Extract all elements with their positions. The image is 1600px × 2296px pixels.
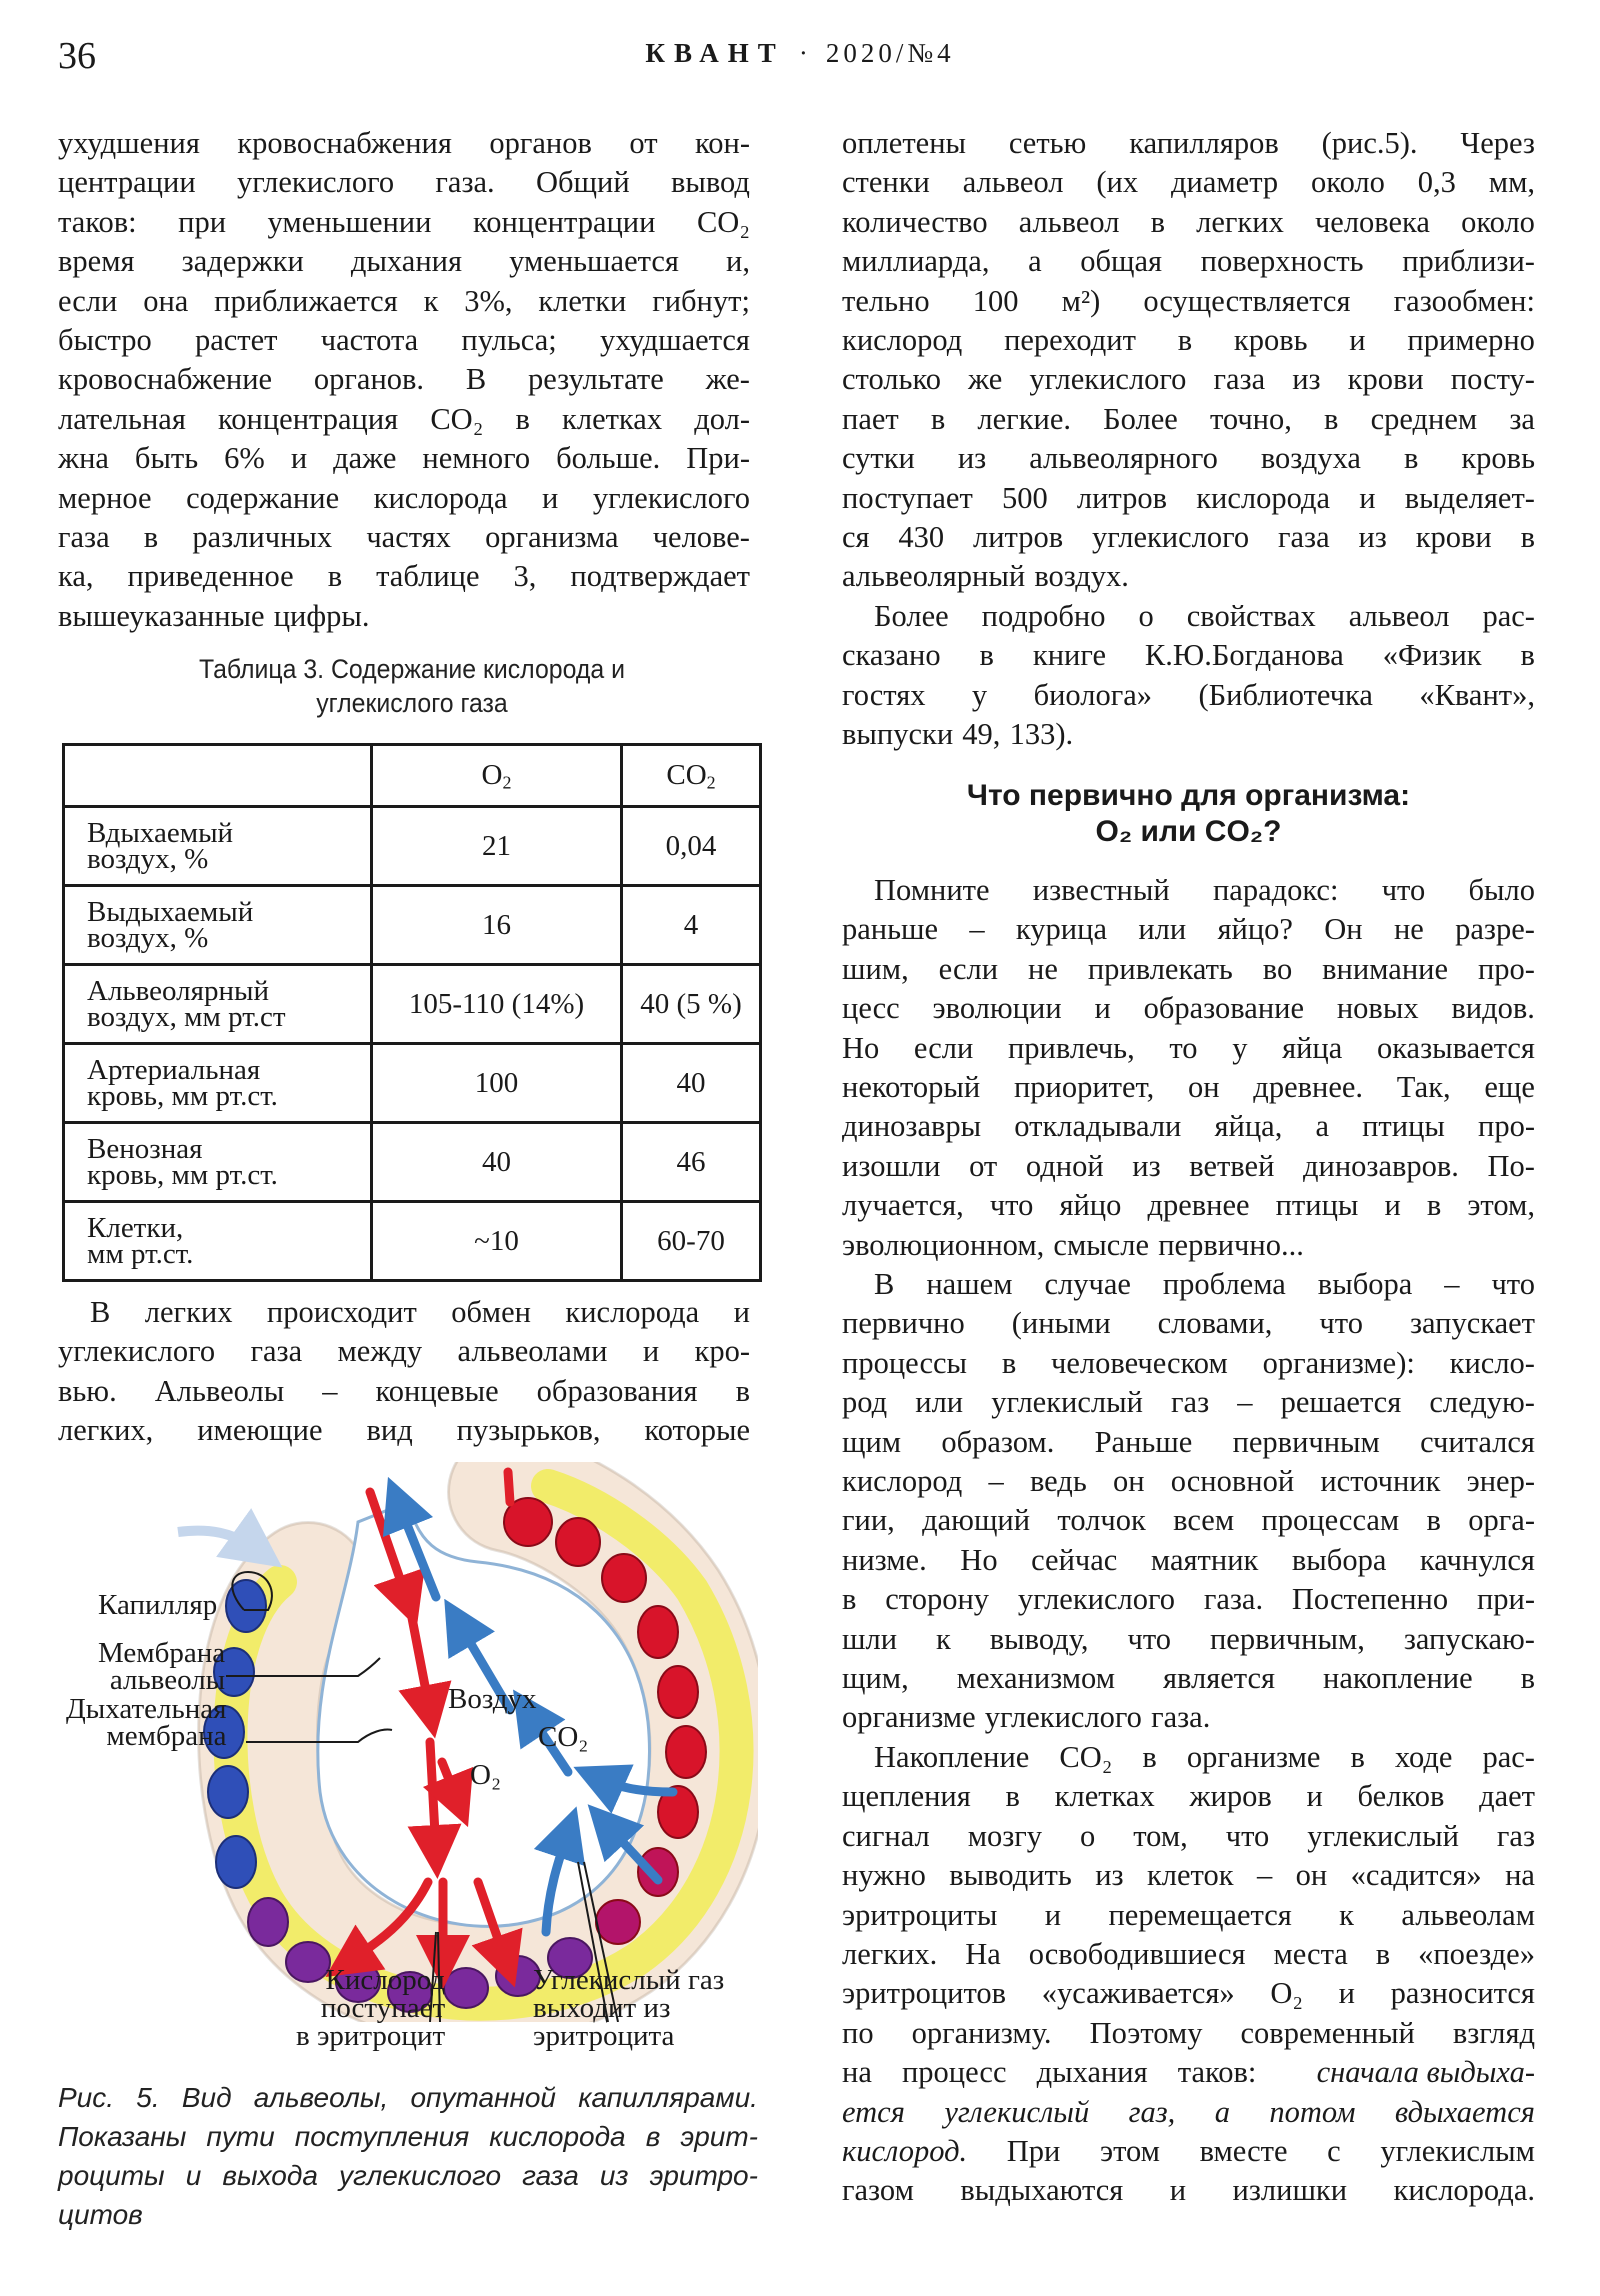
- label-line: в эритроцит: [296, 2020, 446, 2052]
- label-o2: O₂: [470, 1759, 502, 1791]
- text-line: В легких происходит обмен кислорода и: [90, 1295, 750, 1329]
- label-line: поступает: [320, 1992, 446, 2024]
- running-header: [0, 36, 1600, 70]
- text-line: щим образом. Раньше первичным считался: [842, 1424, 1535, 1459]
- text-line: щим, механизмом является накопление в: [842, 1660, 1535, 1695]
- table-caption: [90, 652, 734, 720]
- row-label: Альвеолярный воздух, мм рт.ст: [64, 965, 372, 1044]
- figure-caption: [58, 2078, 758, 2234]
- label-line: мембрана: [106, 1720, 227, 1752]
- o2-value: 16: [372, 886, 622, 965]
- text-line: эритроцитов «усаживается» O₂ и разносится: [842, 1976, 1535, 2011]
- label-line: Дыхательная: [66, 1693, 227, 1725]
- label-alveolus-membrane: [98, 1637, 226, 1696]
- text-line: легких. На освободившиеся места в «поезде»: [842, 1936, 1535, 1971]
- table-caption-line: углекислого газа: [316, 688, 508, 718]
- text-line: на процесс дыхания таков: сначала выдыха-: [842, 2053, 1535, 2092]
- text-line: время задержки дыхания уменьшается и,: [58, 244, 750, 279]
- issue-number: 2020/№4: [825, 38, 955, 68]
- text-line: по организму. Поэтому современный взгляд: [842, 2015, 1535, 2050]
- o2-value: 40: [372, 1123, 622, 1202]
- text-line: газа в различных частях организма челове-: [58, 519, 750, 554]
- alveolus-figure: [58, 1462, 758, 2052]
- caption-line: роциты и выхода углекислого газа из эритро-: [58, 2160, 758, 2191]
- emphasis-text: сначала выдыха-: [1316, 2055, 1535, 2090]
- text-line: гии, дающий толчок всем процессам в орга-: [842, 1503, 1535, 1538]
- table-row: [64, 886, 761, 965]
- text-line: низме. Но сейчас маятник выбора качнулся: [842, 1542, 1535, 1577]
- text-line: кислород – ведь он основной источник энер-: [842, 1463, 1535, 1498]
- table-row: [64, 807, 761, 886]
- table-row: [64, 1123, 761, 1202]
- o2-value: ~10: [372, 1202, 622, 1281]
- text-line: стенки альвеол (их диаметр около 0,3 мм,: [842, 165, 1535, 200]
- text-line: таков: при уменьшении концентрации CO₂: [58, 204, 750, 239]
- text-line: в сторону углекислого газа. Постепенно при-: [842, 1582, 1535, 1617]
- table-caption-line: Таблица 3. Содержание кислорода и: [199, 654, 625, 684]
- text-line: мерное содержание кислорода и углекислого: [58, 480, 750, 515]
- row-label: Вдыхаемый воздух, %: [64, 807, 372, 886]
- text-line: ка, приведенное в таблице 3, подтверждает: [58, 559, 750, 594]
- text-line: кислород переходит в кровь и примерно: [842, 322, 1535, 357]
- text-line: кровоснабжение органов. В результате же-: [58, 362, 750, 397]
- section-heading-line-2: O₂ или CO₂?: [1095, 815, 1282, 848]
- co2-value: 46: [622, 1123, 761, 1202]
- text-line: выпуски 49, 133).: [842, 717, 1074, 752]
- magazine-name: КВАНТ: [645, 38, 785, 68]
- text-line: газом выдыхаются и излишки кислорода.: [842, 2173, 1535, 2208]
- text-line: организме углекислого газа.: [842, 1700, 1211, 1735]
- left-paragraph-1: [58, 124, 750, 636]
- text-line: нужно выводить из клеток – он «садится» на: [842, 1858, 1535, 1893]
- gas-content-table: [62, 743, 762, 1282]
- o2-value: 100: [372, 1044, 622, 1123]
- table-header-co2: $CO_2$: [622, 745, 761, 807]
- text-line: ется углекислый газ, а потом вдыхается: [842, 2094, 1535, 2129]
- text-line: ухудшения кровоснабжения органов от кон-: [58, 126, 750, 160]
- label-co2: CO₂: [538, 1721, 589, 1753]
- text-line: шим, если не привлекать во внимание про-: [842, 951, 1535, 986]
- label-line: Кислород: [325, 1964, 446, 1996]
- text-line: вышеуказанные цифры.: [58, 598, 370, 633]
- row-label: Клетки, мм рт.ст.: [64, 1202, 372, 1281]
- label-line: выходит из: [533, 1992, 671, 2024]
- text-line: В нашем случае проблема выбора – что: [874, 1267, 1535, 1301]
- text-line: динозавры откладывали яйца, а птицы про-: [842, 1109, 1535, 1144]
- co2-value: 0,04: [622, 807, 761, 886]
- label-line: Мембрана: [98, 1637, 226, 1669]
- label-capillary: Капилляр: [98, 1589, 218, 1621]
- text-line: некоторый приоритет, он древнее. Так, еще: [842, 1069, 1535, 1104]
- header-separator: ·: [798, 38, 812, 68]
- section-heading: [842, 778, 1535, 850]
- text-line: Накопление CO₂ в организме в ходе рас-: [874, 1740, 1535, 1774]
- row-label: Выдыхаемый воздух, %: [64, 886, 372, 965]
- co2-value: 40: [622, 1044, 761, 1123]
- text-line: жна быть 6% и даже немного больше. При-: [58, 441, 750, 476]
- table-header-o2: $O_2$: [372, 745, 622, 807]
- text-line: Помните известный парадокс: что было: [874, 873, 1535, 907]
- text-line: шли к выводу, что первичным, запускаю-: [842, 1621, 1535, 1656]
- caption-line: Показаны пути поступления кислорода в эрит-: [58, 2121, 758, 2152]
- text-line: миллиарда, а общая поверхность приблизи-: [842, 244, 1535, 279]
- text-line: раньше – курица или яйцо? Он не разре-: [842, 912, 1535, 947]
- label-oxygen-enters: [296, 1966, 445, 2050]
- right-paragraph-5: [842, 1738, 1535, 2211]
- co2-value: 4: [622, 886, 761, 965]
- label-line: альвеолы: [109, 1664, 226, 1696]
- text-line: первично (иными словами, что запускает: [842, 1306, 1535, 1341]
- label-line: Углекислый газ: [533, 1964, 725, 1996]
- text-line: сигнал мозгу о том, что углекислый газ: [842, 1818, 1535, 1853]
- text-line: сказано в книге К.Ю.Богданова «Физик в: [842, 638, 1535, 673]
- row-label: Венозная кровь, мм рт.ст.: [64, 1123, 372, 1202]
- text-line: кислород. При этом вместе с углекислым: [842, 2133, 1535, 2168]
- caption-line: Рис. 5. Вид альвеолы, опутанной капиллярами.: [58, 2082, 758, 2113]
- text-line: эритроциты и перемещается к альвеолам: [842, 1897, 1535, 1932]
- table-row: [64, 1044, 761, 1123]
- label-air: Воздух: [448, 1683, 537, 1715]
- text-line: изошли от одной из ветвей динозавров. По-: [842, 1148, 1535, 1183]
- text-line: эволюционном, смысле первично...: [842, 1227, 1304, 1262]
- table-row: [64, 1202, 761, 1281]
- text-line: столько же углекислого газа из крови посту-: [842, 362, 1535, 397]
- table-row: [64, 965, 761, 1044]
- section-heading-line-1: Что первично для организма:: [966, 779, 1411, 812]
- text-line: легких, имеющие вид пузырьков, которые: [58, 1413, 750, 1448]
- text-line: цесс эволюции и образование новых видов.: [842, 991, 1535, 1026]
- caption-line: цитов: [58, 2199, 143, 2230]
- text-line: если она приближается к 3%, клетки гибнут;: [58, 283, 750, 318]
- label-co2-exits: [533, 1966, 724, 2050]
- co2-value: 60-70: [622, 1202, 761, 1281]
- text-line: ся 430 литров углекислого газа из крови в: [842, 519, 1535, 554]
- text-line: пает в легкие. Более точно, в среднем за: [842, 401, 1535, 436]
- text-line: альвеолярный воздух.: [842, 559, 1129, 594]
- table-header-row: [64, 745, 761, 807]
- table-header-empty: [64, 745, 372, 807]
- page-number: 36: [58, 35, 96, 77]
- right-paragraph-1: [842, 124, 1535, 597]
- text-line: Но если привлечь, то у яйца оказывается: [842, 1030, 1535, 1065]
- right-paragraph-4: [842, 1265, 1535, 1738]
- text-line: род или углекислый газ – решается следую-: [842, 1385, 1535, 1420]
- text-line: поступает 500 литров кислорода и выделяет-: [842, 480, 1535, 515]
- label-respiratory-membrane: [66, 1693, 227, 1752]
- text-line: вью. Альвеолы – концевые образования в: [58, 1373, 750, 1408]
- text-line: гостях у биолога» (Библиотечка «Квант»,: [842, 677, 1535, 712]
- text-line: лучается, что яйцо древнее птицы и в этом,: [842, 1188, 1535, 1223]
- text-line: лательная концентрация CO₂ в клетках дол-: [58, 401, 750, 436]
- right-paragraph-3: [842, 871, 1535, 1265]
- text-line: углекислого газа между альвеолами и кро-: [58, 1334, 750, 1369]
- text-line: Более подробно о свойствах альвеол рас-: [874, 599, 1535, 633]
- text-line: центрации углекислого газа. Общий вывод: [58, 165, 750, 200]
- text-line: оплетены сетью капилляров (рис.5). Через: [842, 126, 1535, 160]
- text-line: тельно 100 м²) осуществляется газообмен:: [842, 283, 1535, 318]
- text-line: сутки из альвеолярного воздуха в кровь: [842, 441, 1535, 476]
- row-label: Артериальная кровь, мм рт.ст.: [64, 1044, 372, 1123]
- text-line: количество альвеол в легких человека около: [842, 204, 1535, 239]
- label-line: эритроцита: [533, 2020, 675, 2052]
- right-paragraph-2: [842, 597, 1535, 755]
- co2-value: 40 (5 %): [622, 965, 761, 1044]
- o2-value: 21: [372, 807, 622, 886]
- text-line: быстро растет частота пульса; ухудшается: [58, 322, 750, 357]
- text-line: процессы в человеческом организме): кисло-: [842, 1345, 1535, 1380]
- text-line: щепления в клетках жиров и белков дает: [842, 1779, 1535, 1814]
- left-paragraph-2: [58, 1293, 750, 1451]
- o2-value: 105-110 (14%): [372, 965, 622, 1044]
